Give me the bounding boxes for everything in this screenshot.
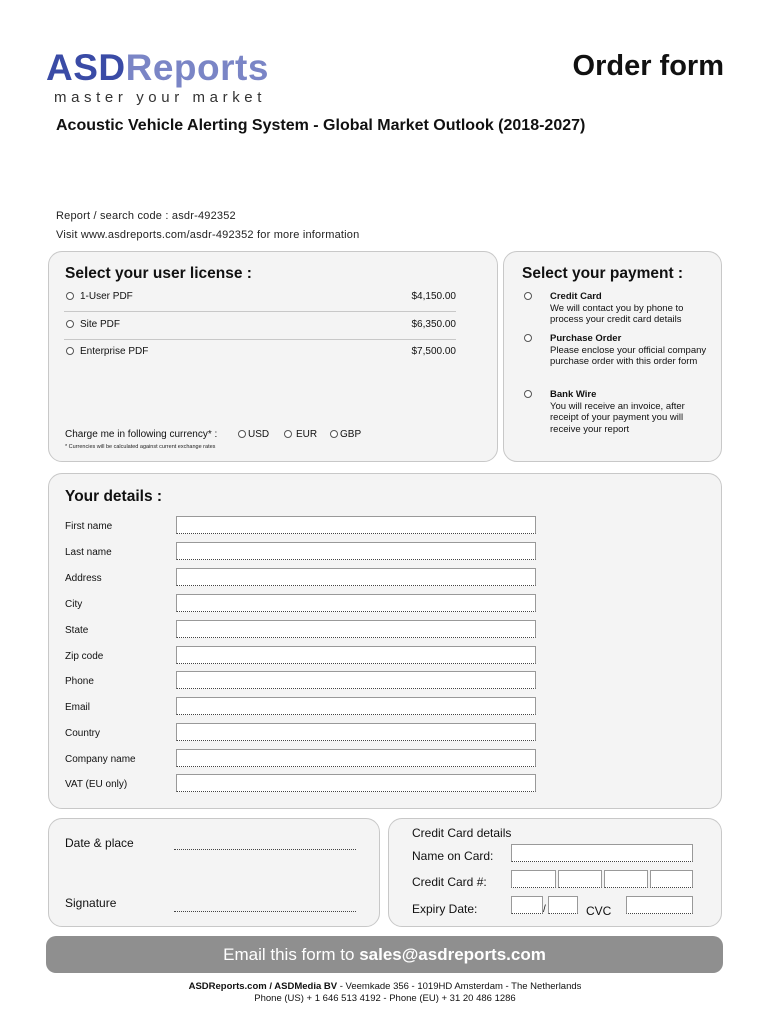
payment-desc: You will receive an invoice, after receipt of your payment you will receive your report bbox=[550, 400, 685, 435]
field-label-last-name: Last name bbox=[65, 547, 112, 558]
vat-field[interactable] bbox=[176, 774, 536, 792]
banner-email-link[interactable]: sales@asdreports.com bbox=[359, 945, 546, 964]
details-heading: Your details : bbox=[65, 488, 163, 505]
card-number-field-1[interactable] bbox=[511, 870, 556, 888]
credit-card-heading: Credit Card details bbox=[412, 826, 512, 840]
license-option-enterprise[interactable] bbox=[66, 346, 456, 360]
asdreports-logo bbox=[46, 48, 269, 106]
radio-icon[interactable] bbox=[524, 390, 532, 398]
banner-prefix: Email this form to bbox=[223, 945, 360, 964]
field-label-company: Company name bbox=[65, 754, 136, 765]
country-field[interactable] bbox=[176, 723, 536, 741]
currency-label: Charge me in following currency* : bbox=[65, 429, 218, 440]
signature-label: Signature bbox=[65, 896, 117, 910]
currency-label-gbp: GBP bbox=[340, 429, 362, 440]
state-field[interactable] bbox=[176, 620, 536, 638]
radio-icon[interactable] bbox=[524, 292, 532, 300]
field-label-zip: Zip code bbox=[65, 651, 104, 662]
radio-icon[interactable] bbox=[238, 430, 246, 438]
city-field[interactable] bbox=[176, 594, 536, 612]
field-label-country: Country bbox=[65, 728, 101, 739]
zip-code-field[interactable] bbox=[176, 646, 536, 664]
license-price: $4,150.00 bbox=[411, 291, 456, 302]
currency-note: * Currencies will be calculated against current exchange rates bbox=[65, 444, 216, 450]
payment-title: Purchase Order bbox=[550, 333, 622, 344]
payment-desc: We will contact you by phone to process your credit card details bbox=[550, 302, 684, 325]
order-form-title: Order form bbox=[572, 50, 724, 82]
currency-label-usd: USD bbox=[248, 429, 270, 440]
expiry-month-field[interactable] bbox=[511, 896, 543, 914]
name-on-card-field[interactable] bbox=[511, 844, 693, 862]
phone-field[interactable] bbox=[176, 671, 536, 689]
radio-icon[interactable] bbox=[284, 430, 292, 438]
expiry-separator: / bbox=[543, 904, 546, 915]
payment-heading: Select your payment : bbox=[522, 265, 684, 282]
report-code: Report / search code : asdr-492352 bbox=[56, 210, 236, 222]
company-name-field[interactable] bbox=[176, 749, 536, 767]
last-name-field[interactable] bbox=[176, 542, 536, 560]
cvc-field[interactable] bbox=[626, 896, 693, 914]
payment-title: Bank Wire bbox=[550, 389, 597, 400]
footer-address-text: - Veemkade 356 - 1019HD Amsterdam - The Netherlands bbox=[337, 981, 582, 992]
field-label-vat: VAT (EU only) bbox=[65, 779, 128, 790]
field-label-first-name: First name bbox=[65, 521, 113, 532]
radio-icon[interactable] bbox=[66, 347, 74, 355]
email-field[interactable] bbox=[176, 697, 536, 715]
field-label-city: City bbox=[65, 599, 83, 610]
radio-icon[interactable] bbox=[66, 292, 74, 300]
date-place-label: Date & place bbox=[65, 836, 134, 850]
divider bbox=[64, 339, 456, 340]
report-title: Acoustic Vehicle Alerting System - Global Market Outlook (2018-2027) bbox=[56, 117, 586, 134]
license-option-1-user[interactable] bbox=[66, 291, 456, 305]
currency-label-eur: EUR bbox=[296, 429, 318, 440]
field-label-email: Email bbox=[65, 702, 91, 713]
license-label: Enterprise PDF bbox=[80, 346, 149, 357]
logo-brand-a: ASD bbox=[46, 47, 126, 88]
license-price: $7,500.00 bbox=[411, 346, 456, 357]
currency-option-gbp[interactable] bbox=[330, 429, 361, 440]
name-on-card-label: Name on Card: bbox=[412, 849, 494, 863]
footer-address bbox=[0, 981, 770, 992]
payment-desc: Please enclose your official company purchase order with this order form bbox=[550, 344, 707, 367]
first-name-field[interactable] bbox=[176, 516, 536, 534]
address-field[interactable] bbox=[176, 568, 536, 586]
report-link[interactable]: Visit www.asdreports.com/asdr-492352 for more information bbox=[56, 229, 360, 241]
field-label-phone: Phone bbox=[65, 676, 94, 687]
currency-option-usd[interactable] bbox=[238, 429, 269, 440]
card-number-label: Credit Card #: bbox=[412, 875, 487, 889]
radio-icon[interactable] bbox=[66, 320, 74, 328]
license-heading: Select your user license : bbox=[65, 265, 252, 282]
signature-line[interactable] bbox=[174, 911, 356, 912]
license-label: 1-User PDF bbox=[80, 291, 133, 302]
date-place-line[interactable] bbox=[174, 849, 356, 850]
logo-tagline: master your market bbox=[54, 89, 266, 106]
expiry-label: Expiry Date: bbox=[412, 902, 478, 916]
radio-icon[interactable] bbox=[330, 430, 338, 438]
cvc-label: CVC bbox=[586, 904, 612, 918]
card-number-field-2[interactable] bbox=[558, 870, 602, 888]
footer-phone: Phone (US) + 1 646 513 4192 - Phone (EU) + 31 20 486 1286 bbox=[254, 993, 516, 1004]
card-number-field-4[interactable] bbox=[650, 870, 693, 888]
license-option-site[interactable] bbox=[66, 319, 456, 333]
logo-brand-b: Reports bbox=[125, 47, 269, 88]
license-price: $6,350.00 bbox=[411, 319, 456, 330]
radio-icon[interactable] bbox=[524, 334, 532, 342]
currency-option-eur[interactable] bbox=[284, 429, 317, 440]
field-label-state: State bbox=[65, 625, 89, 636]
payment-title: Credit Card bbox=[550, 291, 602, 302]
footer-company: ASDReports.com / ASDMedia BV bbox=[188, 981, 338, 992]
divider bbox=[64, 311, 456, 312]
license-label: Site PDF bbox=[80, 319, 121, 330]
card-number-field-3[interactable] bbox=[604, 870, 648, 888]
field-label-address: Address bbox=[65, 573, 102, 584]
logo-wordmark bbox=[46, 48, 269, 88]
email-banner bbox=[46, 936, 723, 973]
expiry-year-field[interactable] bbox=[548, 896, 578, 914]
